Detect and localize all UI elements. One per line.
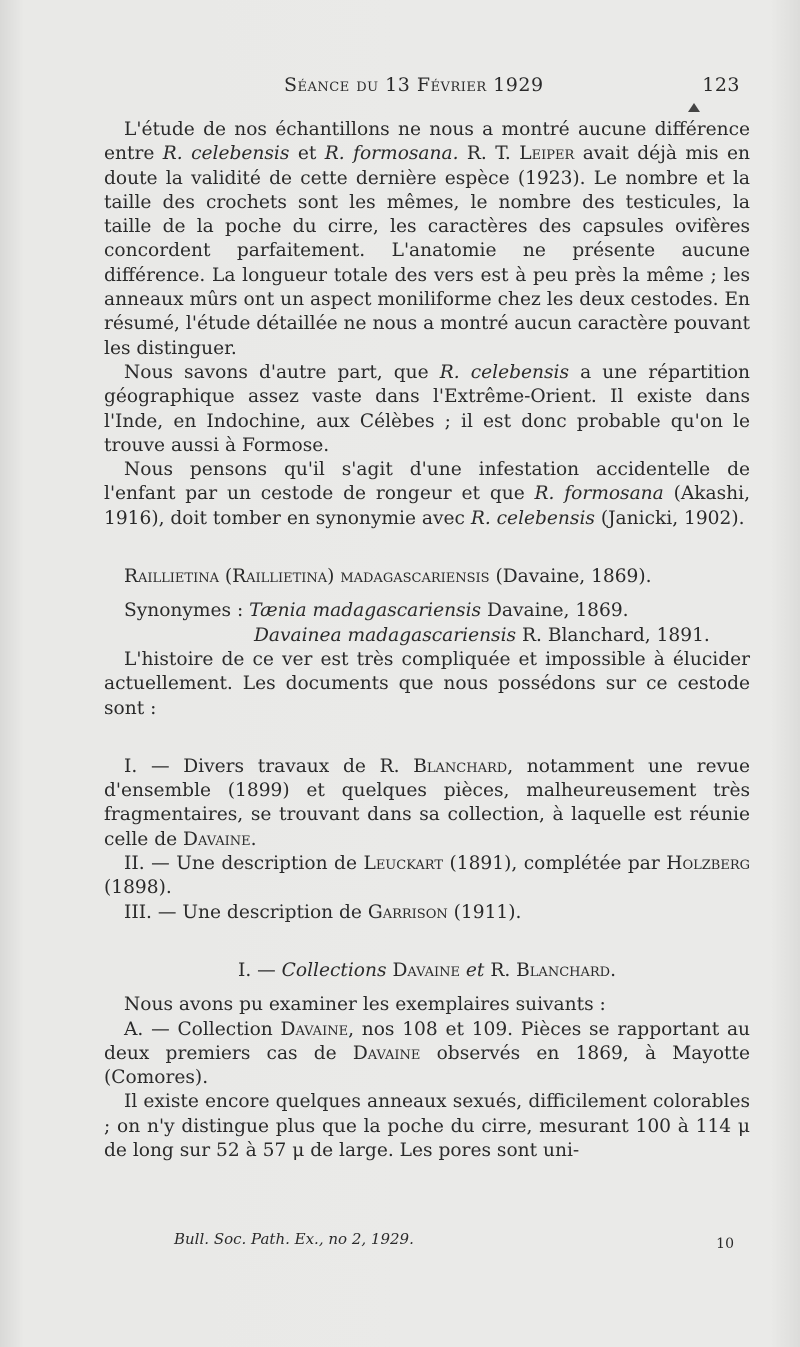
paragraph-comparison: L'étude de nos échantillons ne nous a montré aucune différence entre R. celebensis et R. formosana. R. T. Leiper avait déjà mis en doute la validité de cette dernière espèce (1923). Le nombre et la taille des crochets sont les mêmes, le nombre des testicules, la taille de la poche du cirre, les caractères des capsules ovifères concordent parfaitement. L'anatomie ne présente aucune différence. La longueur totale des vers est à peu près la même ; les anneaux mûrs ont un aspect moniliforme chez les deux cestodes. En résumé, l'étude détaillée ne nous a montré aucun caractère pouvant les distinguer.	[104, 119, 750, 359]
signature-mark: 10	[716, 1236, 734, 1252]
printer-mark-icon	[688, 103, 700, 112]
paragraph-history: L'histoire de ce ver est très compliquée et impossible à élucider actuellement. Les documents que nous possédons sur ce cestode sont :	[104, 648, 750, 719]
page-footer	[174, 1230, 734, 1252]
paragraph-collection-a: A. — Collection Davaine, nos 108 et 109. Pièces se rapportant au deux premiers cas de Davaine observés en 1869, à Mayotte (Comores).	[104, 1018, 751, 1089]
running-title: Séance du 13 Février 1929	[284, 74, 544, 96]
section-heading-collections: I. — Collections Davaine et R. Blanchard.	[237, 959, 617, 981]
paragraph-examined: Nous avons pu examiner les exemplaires suivants :	[124, 994, 606, 1016]
paragraph-distribution: Nous savons d'autre part, que R. celebensis a une répartition géographique assez vaste dans l'Extrême-Orient. Il existe dans l'Inde, en Indochine, aux Célèbes ; il est donc probable qu'on le trouve aussi à Formose.	[104, 361, 751, 456]
footer-citation: Bull. Soc. Path. Ex., no 2, 1929.	[174, 1230, 414, 1248]
page-number: 123	[702, 74, 740, 96]
list-item-ii: II. — Une description de Leuckart (1891), complétée par Holzberg (1898).	[104, 853, 750, 899]
synonyms-line-1: Synonymes : Tænia madagascariensis Davaine, 1869.	[124, 600, 629, 622]
synonyms-line-2: Davainea madagascariensis R. Blanchard, 1891.	[254, 624, 710, 646]
list-item-i: I. — Divers travaux de R. Blanchard, notamment une revue d'ensemble (1899) et quelques pièces, malheureusement très fragmentaires, se trouvant dans sa collection, à laquelle est réunie celle de Davaine.	[104, 755, 751, 850]
page-header	[104, 74, 740, 102]
paragraph-segments: Il existe encore quelques anneaux sexués, difficilement colorables ; on n'y distingue plus que la poche du cirre, mesurant 100 à 114 μ de long sur 52 à 57 μ de large. Les pores sont uni-	[104, 1091, 750, 1161]
page-body	[104, 118, 750, 1163]
species-heading: Raillietina (Raillietina) madagascariensis (Davaine, 1869).	[124, 566, 652, 588]
list-item-iii: III. — Une description de Garrison (1911).	[124, 901, 522, 923]
paragraph-conclusion: Nous pensons qu'il s'agit d'une infestation accidentelle de l'enfant par un cestode de rongeur et que R. formosana (Akashi, 1916), doit tomber en synonymie avec R. celebensis (Janicki, 1902).	[104, 459, 750, 529]
